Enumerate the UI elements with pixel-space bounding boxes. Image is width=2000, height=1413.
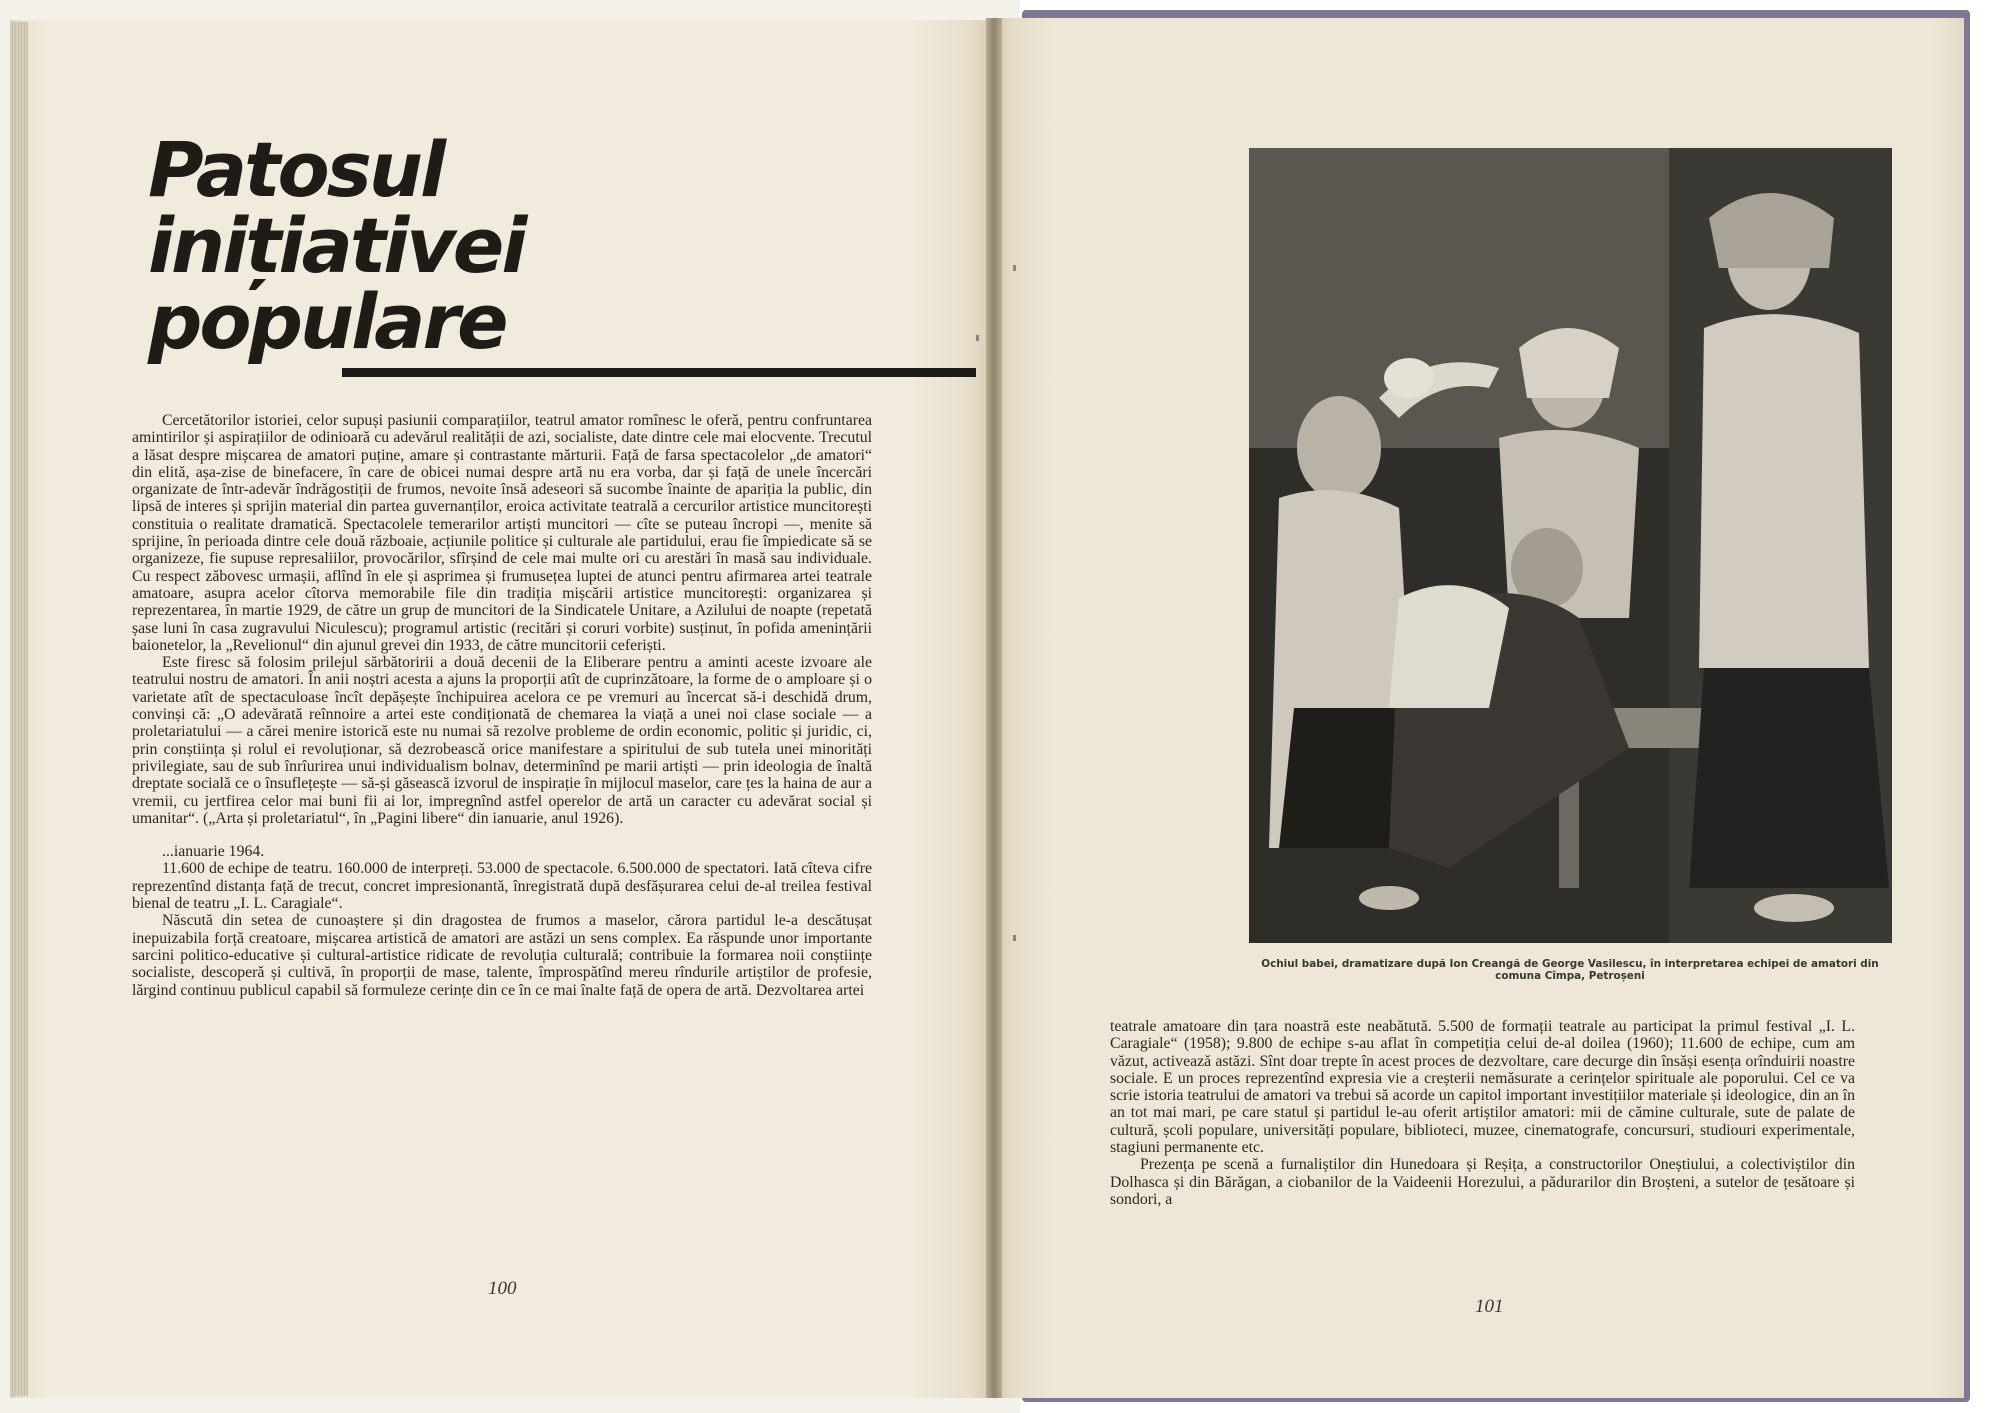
page-edges bbox=[10, 22, 28, 1396]
paragraph: Este firesc să folosim prilejul sărbătoririi a două decenii de la Eliberare pentru a aminti aceste izvoare ale teatrului nostru de amatori. În anii noștri acesta a ajuns la proporții atît de cuprinzătoare, la forme de o amploare și o varietate atît de spectaculoase încît depășește închipuirea acelora ce pe vremuri au încercat să-i deschidă drum, convinși că: „O adevărată reînnoire a artei este condiționată de chemarea la viață a unei noi clase sociale — a proletariatului — a cărei menire istorică este nu numai să rezolve probleme de ordin economic, politic și juridic, ci, prin conștiința și rolul ei revoluționar, să dezrobească orice manifestare a spiritului de sub tutela unei minorități privilegiate, sau de sub înrîurirea unui individualism bolnav, determinînd pe marii artiști — prin ideologia de înaltă dreptate socială ce o însuflețește — să-și găsească izvorul de inspirație în mijlocul maselor, care țes la haina de aur a vremii, cu jertfirea celor mai buni fii ai lor, impregnînd astfel operelor de artă un caracter cu adevărat social și umanitar“. („Arta și proletariatul“, în „Pagini libere“ din ianuarie, anul 1926). bbox=[132, 654, 872, 827]
paragraph: Cercetătorilor istoriei, celor supuși pasiunii comparațiilor, teatrul amator romînesc le oferă, pentru confruntarea amintirilor și aspirațiilor de odinioară cu adevărul realității de azi, socialiste, date dintre cele mai elocvente. Trecutul a lăsat despre mișcarea de amatori puține, amare și contrastante mărturii. Față de farsa spectacolelor „de amatori“ din elită, așa-zise de binefacere, în care de obicei numai despre artă nu era vorba, dar și față de unele încercări organizate de într-adevăr îndrăgostiții de frumos, nevoite însă adeseori să sucombe înainte de apariția la public, din lipsă de interes și sprijin material din partea guvernanților, eroica activitate teatrală a cercurilor artistice muncitorești constituia o realitate dramatică. Spectacolele temerarilor artiști muncitori — cîte se puteau încropi —, menite să sprijine, în perioada dintre cele două războaie, acțiunile politice și culturale ale partidului, erau fie împiedicate să se organizeze, fie supuse represaliilor, provocărilor, sfîrșind de cele mai multe ori cu arestări în masă sau individuale. Cu respect zăbovesc urmașii, aflînd în ele și asprimea și frumusețea luptei de atunci pentru afirmarea artei teatrale amatoare, asupra acelor cîtorva memorabile file din tradiția mișcării artistice muncitorești: organizarea și reprezentarea, în martie 1929, de către un grup de muncitori de la Sindicatele Unitare, a Azilului de noapte (repetată șase luni în casa zugravului Niculescu); programul artistic (recitări și coruri vorbite) susținut, în pofida amenințării baionetelor, la „Revelionul“ din ajunul grevei din 1933, de către muncitorii ceferiști. bbox=[132, 412, 872, 654]
title-line: inițiativei bbox=[148, 201, 525, 290]
paragraph: Prezența pe scenă a furnaliștilor din Hunedoara și Reșița, a constructorilor Oneștiului, a colectiviștilor din Dolhasca și din Bărăgan, a ciobanilor de la Vaideenii Horezului, a pădurarilor din Broșteni, a sutelor de țesătoare și sondori, a bbox=[1110, 1156, 1855, 1208]
theatre-photo bbox=[1249, 148, 1892, 943]
book-gutter bbox=[986, 18, 1002, 1398]
page-number-right: 101 bbox=[1475, 1296, 1504, 1317]
right-text-column bbox=[1110, 1018, 1855, 1208]
title-line: Patosul bbox=[148, 125, 444, 214]
paragraph: Născută din setea de cunoaștere și din dragostea de frumos a maselor, cărora partidul le-a descătușat inepuizabila forță creatoare, mișcarea artistică de amatori are astăzi un sens complex. Ea răspunde unor importante sarcini politico-educative și cultural-artistice ridicate de revoluția culturală; contribuie la formarea noii conștiințe socialiste, descoperă și cultivă, în proporții de mase, talente, împrospătînd mereu rîndurile artiștilor de profesie, lărgind continuu publicul capabil să formuleze cerințe din ce în ce mai înalte față de opera de artă. Dezvoltarea artei bbox=[132, 912, 872, 999]
paragraph: 11.600 de echipe de teatru. 160.000 de interpreți. 53.000 de spectacole. 6.500.000 de spectatori. Iată cîteva cifre reprezentînd distanța față de trecut, concret impresionantă, înregistrată după desfășurarea celui de-al treilea festival bienal de teatru „I. L. Caragiale“. bbox=[132, 860, 872, 913]
binding-mark bbox=[1013, 935, 1016, 941]
article-title bbox=[148, 125, 525, 366]
left-text-column bbox=[132, 412, 872, 999]
binding-mark bbox=[976, 335, 979, 341]
paragraph: teatrale amatoare din țara noastră este neabătută. 5.500 de formații teatrale au participat la primul festival „I. L. Caragiale“ (1958); 9.800 de echipe s-au aflat în competiția celui de-al doilea (1960); 11.600 de echipe, cum am văzut, activează astăzi. Sînt doar trepte în acest proces de dezvoltare, care decurge din însăși esența orînduirii noastre sociale. E un proces reprezentînd expresia vie a creșterii nemăsurate a cerințelor spirituale ale poporului. Cel ce va scrie istoria teatrului de amatori va trebui să acorde un capitol important investițiilor materiale și ideologice, din an în an tot mai mari, pe care statul și partidul le-au oferit artiștilor amatori: mii de cămine culturale, sute de palate de cultură, școli populare, universități populare, biblioteci, muzee, cinematografe, concursuri, studiouri experimentale, stagiuni permanente etc. bbox=[1110, 1018, 1855, 1157]
title-rule bbox=[342, 368, 976, 377]
binding-mark bbox=[1013, 265, 1016, 271]
photo-figures bbox=[1249, 148, 1892, 943]
paragraph: ...ianuarie 1964. bbox=[162, 843, 265, 861]
page-number-left: 100 bbox=[488, 1278, 517, 1299]
title-line: populare bbox=[148, 277, 506, 366]
photo-caption: Ochiul babei, dramatizare după Ion Creangă de George Vasilescu, în interpretarea echipei de amatori din comuna Cîmpa, Petroșeni bbox=[1261, 958, 1879, 982]
